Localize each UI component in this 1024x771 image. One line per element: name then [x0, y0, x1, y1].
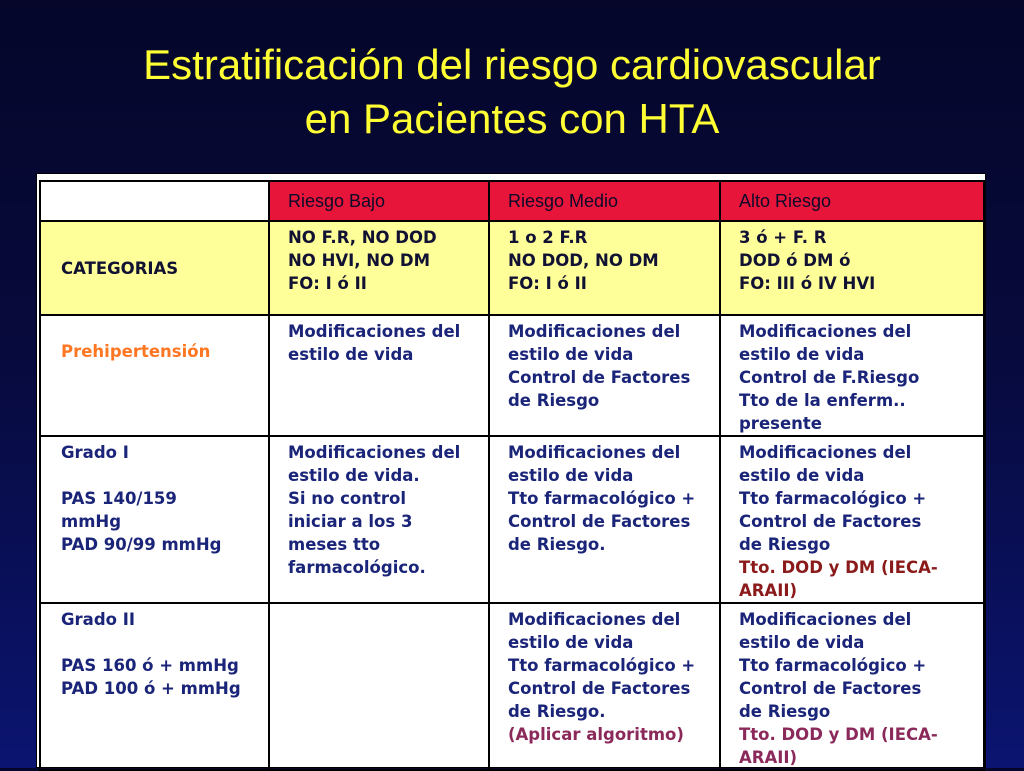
- grado-1-row: [40, 436, 984, 603]
- prehipertension-row: [40, 315, 984, 436]
- grado-1-low-cell: Modificaciones del estilo de vida. Si no control iniciar a los 3 meses tto farmacológico.: [269, 436, 489, 603]
- prehipertension-low-cell: Modificaciones del estilo de vida: [269, 315, 489, 436]
- prehipertension-label-cell: [40, 315, 269, 436]
- header-riesgo-medio: Riesgo Medio: [489, 181, 720, 221]
- slide-title-line-2: en Pacientes con HTA: [304, 95, 720, 142]
- categories-row: [40, 221, 984, 315]
- grado-2-high-extra: Tto. DOD y DM (IECA- ARAII): [739, 725, 938, 767]
- risk-table-panel: [36, 173, 986, 768]
- grado-1-medium-cell: Modificaciones del estilo de vida Tto farmacológico + Control de Factores de Riesgo.: [489, 436, 720, 603]
- categories-label: CATEGORIAS: [40, 221, 269, 315]
- prehipertension-high-cell: Modificaciones del estilo de vida Control de F.Riesgo Tto de la enferm.. presente: [720, 315, 984, 436]
- prehipertension-label: Prehipertensión: [61, 342, 211, 361]
- grado-2-label: Grado II PAS 160 ó + mmHg PAD 100 ó + mmHg: [40, 603, 269, 770]
- categories-low-cell: NO F.R, NO DOD NO HVI, NO DM FO: I ó II: [269, 221, 489, 315]
- slide-title-line-1: Estratificación del riesgo cardiovascular: [143, 41, 881, 88]
- grado-2-medium-cell: [489, 603, 720, 770]
- header-row: [40, 181, 984, 221]
- categories-medium-cell: 1 o 2 F.R NO DOD, NO DM FO: I ó II: [489, 221, 720, 315]
- prehipertension-medium-cell: Modificaciones del estilo de vida Control de Factores de Riesgo: [489, 315, 720, 436]
- header-corner-cell: [40, 181, 269, 221]
- grado-2-row: [40, 603, 984, 770]
- grado-2-high-cell: [720, 603, 984, 770]
- header-riesgo-bajo: Riesgo Bajo: [269, 181, 489, 221]
- grado-2-medium-extra: (Aplicar algoritmo): [508, 725, 684, 744]
- grado-1-high-main: Modificaciones del estilo de vida Tto farmacológico + Control de Factores de Riesgo: [739, 443, 927, 554]
- categories-high-cell: 3 ó + F. R DOD ó DM ó FO: III ó IV HVI: [720, 221, 984, 315]
- grado-1-high-cell: [720, 436, 984, 603]
- slide-title: [0, 38, 1024, 146]
- risk-stratification-table: [39, 180, 985, 771]
- grado-1-label: Grado I PAS 140/159 mmHg PAD 90/99 mmHg: [40, 436, 269, 603]
- grado-2-high-main: Modificaciones del estilo de vida Tto farmacológico + Control de Factores de Riesgo: [739, 610, 927, 721]
- grado-2-low-cell: [269, 603, 489, 770]
- header-alto-riesgo: Alto Riesgo: [720, 181, 984, 221]
- grado-2-medium-main: Modificaciones del estilo de vida Tto farmacológico + Control de Factores de Riesgo.: [508, 610, 696, 721]
- grado-1-high-extra: Tto. DOD y DM (IECA- ARAII): [739, 558, 938, 600]
